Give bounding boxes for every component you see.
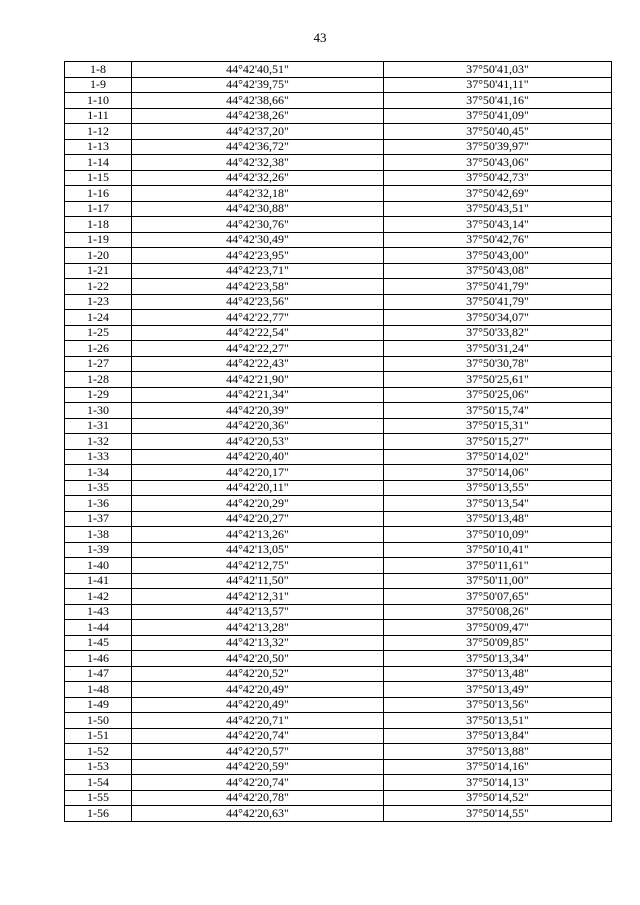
latitude-cell: 44°42'32,38"	[132, 155, 384, 171]
longitude-cell: 37°50'42,76"	[384, 232, 612, 248]
table-row	[65, 356, 612, 372]
longitude-cell: 37°50'33,82"	[384, 325, 612, 341]
latitude-cell: 44°42'13,26"	[132, 527, 384, 543]
table-row	[65, 310, 612, 326]
latitude-cell: 44°42'22,77"	[132, 310, 384, 326]
point-id-cell: 1-53	[65, 759, 132, 775]
point-id-cell: 1-41	[65, 573, 132, 589]
point-id-cell: 1-44	[65, 620, 132, 636]
point-id-cell: 1-31	[65, 418, 132, 434]
longitude-cell: 37°50'13,49"	[384, 682, 612, 698]
longitude-cell: 37°50'43,08"	[384, 263, 612, 279]
table-row	[65, 248, 612, 264]
table-row	[65, 775, 612, 791]
table-row	[65, 697, 612, 713]
longitude-cell: 37°50'13,51"	[384, 713, 612, 729]
point-id-cell: 1-27	[65, 356, 132, 372]
point-id-cell: 1-19	[65, 232, 132, 248]
table-row	[65, 155, 612, 171]
point-id-cell: 1-47	[65, 666, 132, 682]
point-id-cell: 1-26	[65, 341, 132, 357]
point-id-cell: 1-10	[65, 93, 132, 109]
point-id-cell: 1-43	[65, 604, 132, 620]
longitude-cell: 37°50'43,00"	[384, 248, 612, 264]
longitude-cell: 37°50'15,31"	[384, 418, 612, 434]
table-row	[65, 759, 612, 775]
latitude-cell: 44°42'38,66"	[132, 93, 384, 109]
table-row	[65, 744, 612, 760]
table-row	[65, 279, 612, 295]
point-id-cell: 1-56	[65, 806, 132, 822]
table-row	[65, 325, 612, 341]
point-id-cell: 1-30	[65, 403, 132, 419]
point-id-cell: 1-11	[65, 108, 132, 124]
longitude-cell: 37°50'13,88"	[384, 744, 612, 760]
table-row	[65, 418, 612, 434]
point-id-cell: 1-25	[65, 325, 132, 341]
longitude-cell: 37°50'43,14"	[384, 217, 612, 233]
latitude-cell: 44°42'20,59"	[132, 759, 384, 775]
table-row	[65, 511, 612, 527]
longitude-cell: 37°50'11,61"	[384, 558, 612, 574]
longitude-cell: 37°50'41,11"	[384, 77, 612, 93]
table-row	[65, 217, 612, 233]
point-id-cell: 1-16	[65, 186, 132, 202]
table-row	[65, 294, 612, 310]
longitude-cell: 37°50'41,79"	[384, 279, 612, 295]
table-row	[65, 93, 612, 109]
longitude-cell: 37°50'34,07"	[384, 310, 612, 326]
longitude-cell: 37°50'13,84"	[384, 728, 612, 744]
table-row	[65, 232, 612, 248]
latitude-cell: 44°42'30,49"	[132, 232, 384, 248]
table-row	[65, 713, 612, 729]
table-row	[65, 62, 612, 78]
coordinates-table-body	[65, 62, 612, 822]
point-id-cell: 1-29	[65, 387, 132, 403]
point-id-cell: 1-9	[65, 77, 132, 93]
longitude-cell: 37°50'09,47"	[384, 620, 612, 636]
point-id-cell: 1-42	[65, 589, 132, 605]
latitude-cell: 44°42'12,75"	[132, 558, 384, 574]
table-row	[65, 790, 612, 806]
latitude-cell: 44°42'23,95"	[132, 248, 384, 264]
table-row	[65, 170, 612, 186]
point-id-cell: 1-37	[65, 511, 132, 527]
latitude-cell: 44°42'20,40"	[132, 449, 384, 465]
latitude-cell: 44°42'20,36"	[132, 418, 384, 434]
point-id-cell: 1-36	[65, 496, 132, 512]
table-row	[65, 449, 612, 465]
latitude-cell: 44°42'20,39"	[132, 403, 384, 419]
point-id-cell: 1-18	[65, 217, 132, 233]
longitude-cell: 37°50'14,02"	[384, 449, 612, 465]
latitude-cell: 44°42'22,43"	[132, 356, 384, 372]
page-number: 43	[313, 30, 327, 45]
point-id-cell: 1-12	[65, 124, 132, 140]
latitude-cell: 44°42'20,71"	[132, 713, 384, 729]
table-row	[65, 604, 612, 620]
longitude-cell: 37°50'43,51"	[384, 201, 612, 217]
longitude-cell: 37°50'13,54"	[384, 496, 612, 512]
latitude-cell: 44°42'20,53"	[132, 434, 384, 450]
table-row	[65, 77, 612, 93]
table-row	[65, 387, 612, 403]
point-id-cell: 1-8	[65, 62, 132, 78]
latitude-cell: 44°42'20,74"	[132, 728, 384, 744]
coordinates-table	[64, 61, 612, 822]
longitude-cell: 37°50'30,78"	[384, 356, 612, 372]
latitude-cell: 44°42'23,71"	[132, 263, 384, 279]
table-row	[65, 372, 612, 388]
point-id-cell: 1-51	[65, 728, 132, 744]
point-id-cell: 1-24	[65, 310, 132, 326]
latitude-cell: 44°42'40,51"	[132, 62, 384, 78]
longitude-cell: 37°50'25,61"	[384, 372, 612, 388]
latitude-cell: 44°42'20,50"	[132, 651, 384, 667]
point-id-cell: 1-14	[65, 155, 132, 171]
longitude-cell: 37°50'14,13"	[384, 775, 612, 791]
point-id-cell: 1-35	[65, 480, 132, 496]
point-id-cell: 1-54	[65, 775, 132, 791]
latitude-cell: 44°42'20,27"	[132, 511, 384, 527]
latitude-cell: 44°42'36,72"	[132, 139, 384, 155]
longitude-cell: 37°50'40,45"	[384, 124, 612, 140]
latitude-cell: 44°42'37,20"	[132, 124, 384, 140]
latitude-cell: 44°42'39,75"	[132, 77, 384, 93]
longitude-cell: 37°50'41,09"	[384, 108, 612, 124]
longitude-cell: 37°50'13,48"	[384, 666, 612, 682]
table-row	[65, 465, 612, 481]
latitude-cell: 44°42'11,50"	[132, 573, 384, 589]
point-id-cell: 1-48	[65, 682, 132, 698]
table-row	[65, 682, 612, 698]
longitude-cell: 37°50'13,48"	[384, 511, 612, 527]
longitude-cell: 37°50'41,79"	[384, 294, 612, 310]
latitude-cell: 44°42'21,90"	[132, 372, 384, 388]
latitude-cell: 44°42'23,56"	[132, 294, 384, 310]
longitude-cell: 37°50'43,06"	[384, 155, 612, 171]
table-row	[65, 589, 612, 605]
longitude-cell: 37°50'15,74"	[384, 403, 612, 419]
longitude-cell: 37°50'15,27"	[384, 434, 612, 450]
table-row	[65, 108, 612, 124]
latitude-cell: 44°42'12,31"	[132, 589, 384, 605]
point-id-cell: 1-52	[65, 744, 132, 760]
latitude-cell: 44°42'13,57"	[132, 604, 384, 620]
longitude-cell: 37°50'41,03"	[384, 62, 612, 78]
longitude-cell: 37°50'31,24"	[384, 341, 612, 357]
longitude-cell: 37°50'08,26"	[384, 604, 612, 620]
latitude-cell: 44°42'13,28"	[132, 620, 384, 636]
point-id-cell: 1-23	[65, 294, 132, 310]
latitude-cell: 44°42'20,52"	[132, 666, 384, 682]
longitude-cell: 37°50'14,52"	[384, 790, 612, 806]
table-row	[65, 139, 612, 155]
table-row	[65, 635, 612, 651]
longitude-cell: 37°50'11,00"	[384, 573, 612, 589]
longitude-cell: 37°50'25,06"	[384, 387, 612, 403]
longitude-cell: 37°50'42,69"	[384, 186, 612, 202]
point-id-cell: 1-55	[65, 790, 132, 806]
latitude-cell: 44°42'20,49"	[132, 697, 384, 713]
table-row	[65, 573, 612, 589]
point-id-cell: 1-28	[65, 372, 132, 388]
latitude-cell: 44°42'22,54"	[132, 325, 384, 341]
point-id-cell: 1-21	[65, 263, 132, 279]
latitude-cell: 44°42'30,76"	[132, 217, 384, 233]
longitude-cell: 37°50'07,65"	[384, 589, 612, 605]
longitude-cell: 37°50'13,55"	[384, 480, 612, 496]
longitude-cell: 37°50'42,73"	[384, 170, 612, 186]
table-row	[65, 806, 612, 822]
longitude-cell: 37°50'14,55"	[384, 806, 612, 822]
latitude-cell: 44°42'20,57"	[132, 744, 384, 760]
latitude-cell: 44°42'21,34"	[132, 387, 384, 403]
table-row	[65, 542, 612, 558]
latitude-cell: 44°42'23,58"	[132, 279, 384, 295]
table-row	[65, 666, 612, 682]
latitude-cell: 44°42'30,88"	[132, 201, 384, 217]
point-id-cell: 1-49	[65, 697, 132, 713]
table-row	[65, 201, 612, 217]
point-id-cell: 1-33	[65, 449, 132, 465]
point-id-cell: 1-17	[65, 201, 132, 217]
point-id-cell: 1-46	[65, 651, 132, 667]
point-id-cell: 1-34	[65, 465, 132, 481]
longitude-cell: 37°50'14,16"	[384, 759, 612, 775]
table-row	[65, 434, 612, 450]
point-id-cell: 1-22	[65, 279, 132, 295]
table-row	[65, 558, 612, 574]
latitude-cell: 44°42'22,27"	[132, 341, 384, 357]
point-id-cell: 1-32	[65, 434, 132, 450]
table-row	[65, 496, 612, 512]
table-row	[65, 403, 612, 419]
latitude-cell: 44°42'13,32"	[132, 635, 384, 651]
table-row	[65, 341, 612, 357]
table-row	[65, 527, 612, 543]
longitude-cell: 37°50'13,56"	[384, 697, 612, 713]
table-row	[65, 186, 612, 202]
latitude-cell: 44°42'20,78"	[132, 790, 384, 806]
latitude-cell: 44°42'32,26"	[132, 170, 384, 186]
table-row	[65, 620, 612, 636]
point-id-cell: 1-45	[65, 635, 132, 651]
longitude-cell: 37°50'39,97"	[384, 139, 612, 155]
point-id-cell: 1-39	[65, 542, 132, 558]
latitude-cell: 44°42'20,17"	[132, 465, 384, 481]
latitude-cell: 44°42'20,29"	[132, 496, 384, 512]
latitude-cell: 44°42'20,49"	[132, 682, 384, 698]
table-row	[65, 263, 612, 279]
latitude-cell: 44°42'20,11"	[132, 480, 384, 496]
longitude-cell: 37°50'09,85"	[384, 635, 612, 651]
point-id-cell: 1-15	[65, 170, 132, 186]
latitude-cell: 44°42'20,63"	[132, 806, 384, 822]
table-row	[65, 480, 612, 496]
latitude-cell: 44°42'38,26"	[132, 108, 384, 124]
latitude-cell: 44°42'20,74"	[132, 775, 384, 791]
point-id-cell: 1-40	[65, 558, 132, 574]
point-id-cell: 1-13	[65, 139, 132, 155]
longitude-cell: 37°50'10,41"	[384, 542, 612, 558]
longitude-cell: 37°50'41,16"	[384, 93, 612, 109]
point-id-cell: 1-20	[65, 248, 132, 264]
latitude-cell: 44°42'13,05"	[132, 542, 384, 558]
longitude-cell: 37°50'10,09"	[384, 527, 612, 543]
table-row	[65, 728, 612, 744]
longitude-cell: 37°50'13,34"	[384, 651, 612, 667]
point-id-cell: 1-38	[65, 527, 132, 543]
longitude-cell: 37°50'14,06"	[384, 465, 612, 481]
latitude-cell: 44°42'32,18"	[132, 186, 384, 202]
table-row	[65, 124, 612, 140]
table-row	[65, 651, 612, 667]
point-id-cell: 1-50	[65, 713, 132, 729]
